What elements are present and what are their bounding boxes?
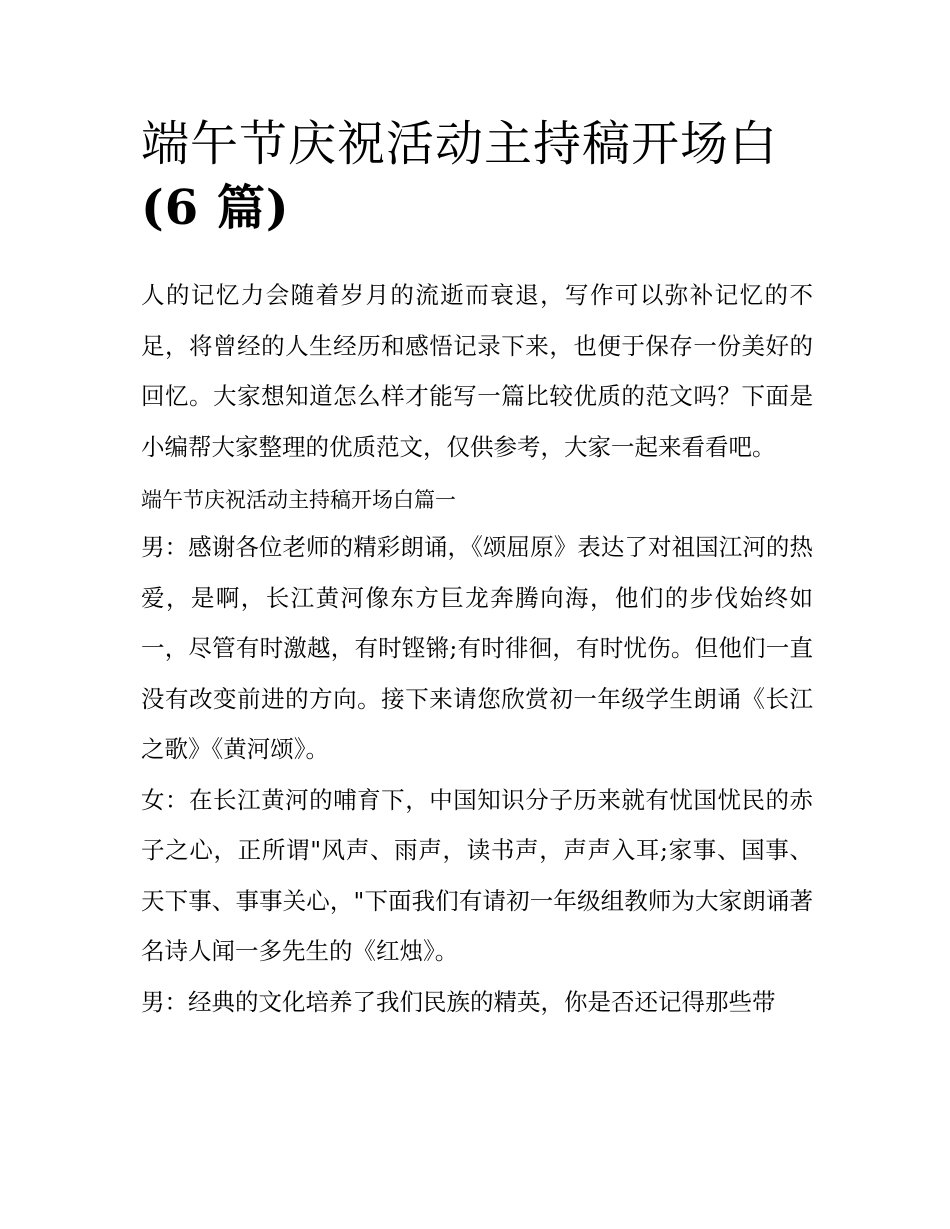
document-title-line-2: (6 篇) [141,180,290,236]
document-page [141,112,813,1027]
intro-paragraph: 人的记忆力会随着岁月的流逝而衰退，写作可以弥补记忆的不足，将曾经的人生经历和感悟记录下来，也便于保存一份美好的回忆。大家想知道怎么样才能写一篇比较优质的范文吗？下面是小编帮大家整理的优质范文，仅供参考，大家一起来看看吧。 [141,281,813,461]
document-title [141,112,813,240]
dialogue-paragraph-3: 男：经典的文化培养了我们民族的精英，你是否还记得那些带 [141,987,776,1016]
section-heading: 端午节庆祝活动主持稿开场白篇一 [141,488,456,512]
dialogue-paragraph-1: 男：感谢各位老师的精彩朗诵，《颂屈原》表达了对祖国江河的热爱，是啊，长江黄河像东方巨龙奔腾向海，他们的步伐始终如一，尽管有时激越，有时铿锵;有时徘徊，有时忧伤。但他们一直没有改变前进的方向。接下来请您欣赏初一年级学生朗诵《长江之歌》《黄河颂》。 [141,533,813,763]
document-title-line-1: 端午节庆祝活动主持稿开场白 [141,116,779,172]
dialogue-paragraph-2: 女：在长江黄河的哺育下，中国知识分子历来就有忧国忧民的赤子之心，正所谓"风声、雨声，读书声，声声入耳;家事、国事、天下事、事事关心，"下面我们有请初一年级组教师为大家朗诵著名诗人闻一多先生的《红烛》。 [141,785,813,965]
